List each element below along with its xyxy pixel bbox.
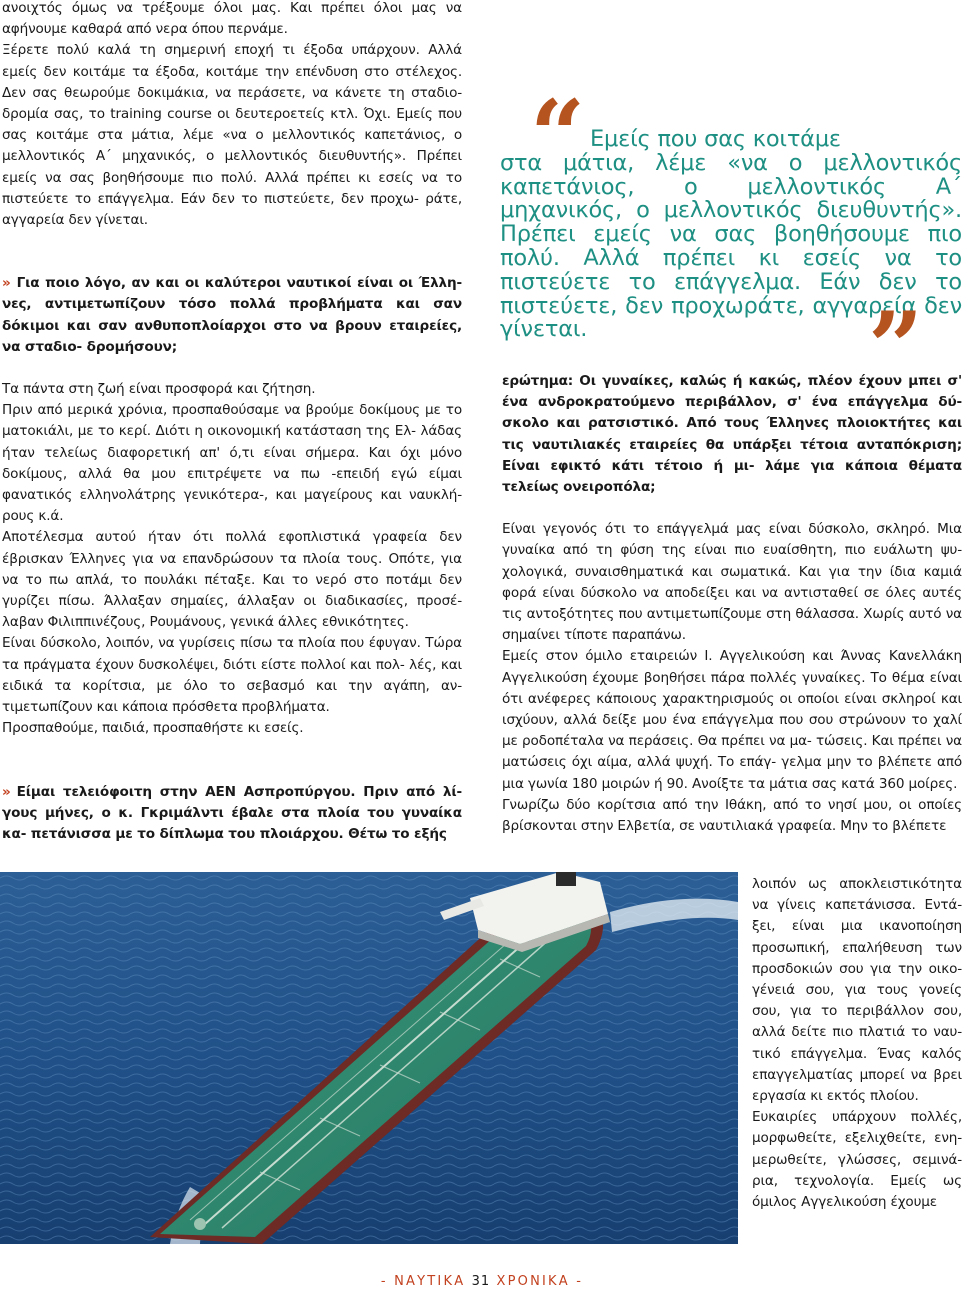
interview-question [2,782,462,846]
paragraph: Είναι δύσκολο, λοιπόν, να γυρίσεις πίσω τα πλοία που έφυγαν. Τώρα τα πράγματα έχουν δυσκολέψει, διότι είστε πολλοί και πολ- λές, και ειδικά τα κορίτσια, με όλο το σεβασμό και την αγάπη, αν- τιμετωπίζουν και κάποια πρόσθετα προβλήματα. [2,635,462,716]
tanker-photo [0,872,738,1244]
question-text: Για ποιο λόγο, αν και οι καλύτεροι ναυτικοί είναι οι Έλλη- νες, αντιμετωπίζουν τόσο πολλά προβλήματα και σαν δόκιμοι και σαν ανθυποπλοίαρχοι στο να βρουν εταιρείες, να σταδιο- δρομήσουν; [2,275,462,355]
left-column [2,0,462,845]
footer-left: - ΝΑΥΤΙΚΑ [380,1274,466,1289]
right-column [502,371,962,837]
paragraph: λοιπόν ως αποκλειστικότητα να γίνεις καπετάνισσα. Εντά- ξει, είναι μια ικανοποίηση προσωπική, επαλήθευση των προσδοκιών σου για την οικο- γένειά σου, για τους γονείς σου, για το περιβάλλον σου, αλλά δείτε πιο πλατιά το ναυ- τικό επάγγελμα. Ένας καλός επαγγελματίας μπορεί να βρει εργασία κι εκτός πλοίου. [752,876,962,1105]
right-narrow-column [752,874,962,1213]
open-quote-icon: “ [530,79,586,192]
page-footer [0,1274,964,1289]
pull-quote-first-line: Εμείς που σας κοιτάμε [590,126,841,152]
paragraph: Προσπαθούμε, παιδιά, προσπαθήστε κι εσείς. [2,720,304,737]
page-number: 31 [471,1274,491,1289]
pull-quote-text: στα μάτια, λέμε «να ο μελλοντικός καπετάνιος, ο μελλοντικός Α΄ μηχανικός, ο μελλοντικός διευθυντής». Πρέπει εμείς να σας βοηθήσουμε πιο πολύ. Αλλά πρέπει κι εσείς να το πιστεύετε το επάγγελμα. Εάν δεν το πιστεύετε, δεν προχωράτε, αγγαρεία δεν γίνεται. [500,149,962,343]
chevron-right-icon: » [2,275,11,292]
question-text: Είμαι τελειόφοιτη στην ΑΕΝ Ασπροπύργου. Πριν από λί- γους μήνες, ο κ. Γκριμάλντι έβαλε στα πλοία του γυναίκα κα- πετάνισσα με το δίπλωμα του πλοιάρχου. Θέτω το εξής [2,783,462,842]
paragraph: Είναι γεγονός ότι το επάγγελμά μας είναι δύσκολο, σκληρό. Μια γυναίκα από τη φύση της είναι πιο ευαίσθητη, πιο ευάλωτη ψυ- χολογικά, συναισθηματικά και σωματικά. Και για την ίδια καμιά φορά είναι δύσκολο να αποδείξει και να αντισταθεί σε όλες αυτές τις αντοξότητες που αντιμετωπίζουμε στη θάλασσα. Χωρίς αυτό να σημαίνει τίποτε παραπάνω. [502,521,962,644]
paragraph: Εμείς στον όμιλο εταιρειών Ι. Αγγελικούση και Άννας Κανελλάκη Αγγελικούση έχουμε βοηθήσει πάρα πολλές γυναίκες. Το θέμα είναι ότι ανέφερες κάποιους χαρακτηρισμούς οι οποίοι είναι σκληροί και ισχύουν, αλλά δείξε μου ένα επάγγελμα που σου στρώνουν το χαλί με ροδοπέταλα να περάσεις. Θα πρέπει να μα- τώσεις. Και πρέπει να ματώσεις όχι αίμα, αλλά ψυχή. Το επάγ- γελμα μην το βλέπετε από μια γωνία 180 μοιρών ή 90. Ανοίξτε τα μάτια σας κατά 360 μοίρες. [502,648,962,792]
paragraph: Τα πάντα στη ζωή είναι προσφορά και ζήτηση. [2,381,316,398]
footer-right: ΧΡΟΝΙΚΑ - [496,1274,584,1289]
paragraph: Πριν από μερικά χρόνια, προσπαθούσαμε να βρούμε δοκίμους με το ματοκιάλι, με το κερί. Διότι η οικονομική κατάσταση της Ελ- λάδας ήταν τελείως διαφορετική απ' ό,τι είναι σήμερα. Και όχι μόνο δοκίμους, αλλά θα μου επιτρέψετε να πω -επειδή εγώ είμαι φανατικός ελληνολάτρης γενικότερα-, και μαγείρους και ναυκλή- ρους κ.ά. [2,402,462,525]
paragraph: Ευκαιρίες υπάρχουν πολλές, μορφωθείτε, εξελιχθείτε, ενη- μερωθείτε, γλώσσες, σεμινά- ρια, τεχνολογία. Εμείς ως όμιλος Αγγελικούση έχουμε [752,1109,962,1211]
paragraph: Γνωρίζω δύο κορίτσια από την Ιθάκη, από το νησί μου, οι οποίες βρίσκονται στην Ελβετία, σε ναυτιλιακά γραφεία. Μην το βλέπετε [502,796,962,835]
paragraph: Ξέρετε πολύ καλά τη σημερινή εποχή τι έξοδα υπάρχουν. Αλλά εμείς δεν κοιτάμε τα έξοδα, κοιτάμε την επένδυση στο στέλεχος. Δεν σας θεωρούμε δοκιμάκια, να περάσετε, να κάνετε τη σταδιο- δρομία σας, το training course οι δευτεροετείς κτλ. Όχι. Εμείς που σας κοιτάμε στα μάτια, λέμε «να ο μελλοντικός καπετάνιος, ο μελλοντικός Α΄ μηχανικός, ο μελλοντικός διευθυντής». Πρέπει εμείς να σας βοηθήσουμε πιο πολύ. Αλλά πρέπει κι εσείς να το πιστεύετε το επάγγελμα. Εάν δεν το πιστεύετε, δεν προχω- ράτε, αγγαρεία δεν γίνεται. [2,42,462,229]
paragraph: Αποτέλεσμα αυτού ήταν ότι πολλά εφοπλιστικά γραφεία δεν έβρισκαν Έλληνες για να επανδρώσουν τα πλοία τους. Οπότε, για να το πω απλά, το πουλάκι πέταξε. Και το νερό στο ποτάμι δεν γυρίζει πίσω. Άλλαξαν σημαίες, άλλαξαν οι διαδικασίες, προσέ- λαβαν Φιλιππινέζους, Ρουμάνους, γενικά άλλες εθνικότητες. [2,529,462,631]
paragraph: ανοιχτός όμως να τρέξουμε όλοι μας. Και πρέπει όλοι μας να αφήνουμε καθαρά από νερα όπου περνάμε. [2,0,462,38]
interview-question [2,273,462,358]
close-quote-icon: ” [868,291,924,404]
oil-tanker-ship-image [0,872,738,1244]
chevron-right-icon: » [2,783,11,800]
interview-question-continued: ερώτημα: Οι γυναίκες, καλώς ή κακώς, πλέον έχουν μπει σ' ένα ανδροκρατούμενο περιβάλλον, σ' ένα επάγγελμα δύ- σκολο και ρατσιστικό. Από τους Έλληνες πλοιοκτήτες και τις ναυτιλιακές εταιρείες θα υπάρξει τέτοια ανταπόκριση; Είναι εφικτό κάτι τέτοιο ή μι- λάμε για κάποια θέματα τελείως ονειροπόλα; [502,373,962,496]
